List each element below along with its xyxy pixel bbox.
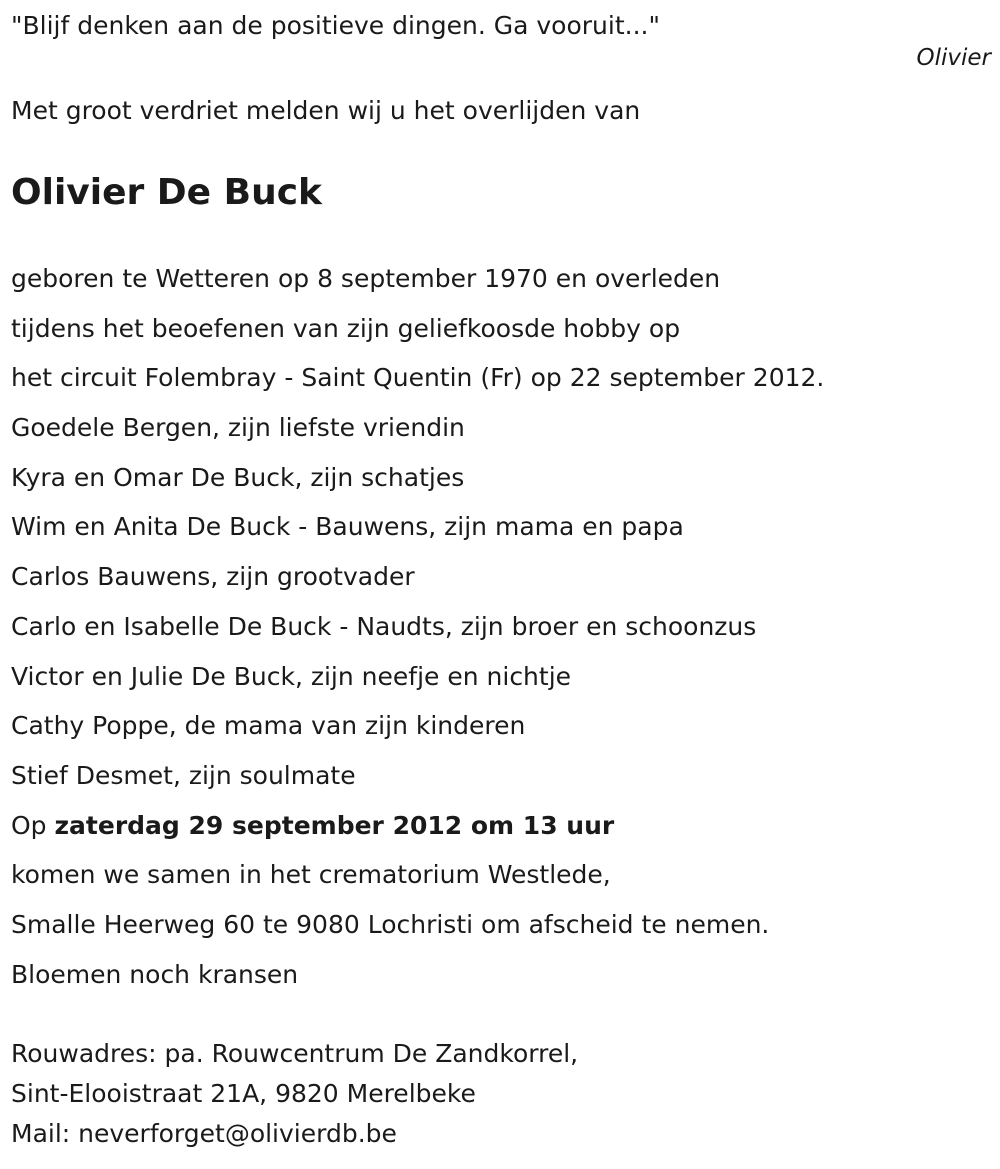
ceremony-date-line — [11, 807, 824, 857]
family-member: Goedele Bergen, zijn liefste vriendin — [11, 413, 465, 443]
birth-line-1: geboren te Wetteren op 8 september 1970 en overleden — [11, 264, 721, 293]
flowers-note: Bloemen noch kransen — [11, 959, 299, 989]
family-member: Carlo en Isabelle De Buck - Naudts, zijn broer en schoonzus — [11, 611, 757, 641]
ceremony-date: zaterdag 29 september 2012 om 13 uur — [54, 810, 615, 840]
birth-line-2: tijdens het beoefenen van zijn geliefkoosde hobby op — [11, 313, 681, 343]
mourning-address — [11, 1037, 578, 1157]
ceremony-location-line: komen we samen in het crematorium Westlede, — [11, 860, 611, 890]
ceremony-prefix: Op — [11, 810, 55, 840]
address-line-2: Sint-Elooistraat 21A, 9820 Merelbeke — [11, 1079, 476, 1108]
family-member: Cathy Poppe, de mama van zijn kinderen — [11, 711, 526, 741]
quote-text: "Blijf denken aan de positieve dingen. Ga vooruit..." — [11, 11, 660, 40]
deceased-name: Olivier De Buck — [11, 172, 322, 213]
death-line: het circuit Folembray - Saint Quentin (Fr) op 22 september 2012. — [11, 363, 825, 393]
obituary-body — [11, 260, 824, 1005]
family-member: Victor en Julie De Buck, zijn neefje en nichtje — [11, 661, 572, 691]
family-member: Stief Desmet, zijn soulmate — [11, 760, 356, 790]
ceremony-address-line: Smalle Heerweg 60 te 9080 Lochristi om afscheid te nemen. — [11, 909, 770, 939]
family-member: Wim en Anita De Buck - Bauwens, zijn mama en papa — [11, 512, 684, 542]
quote-author: Olivier — [916, 45, 991, 71]
intro-text: Met groot verdriet melden wij u het overlijden van — [11, 96, 641, 125]
family-member: Carlos Bauwens, zijn grootvader — [11, 562, 415, 592]
address-mail: Mail: neverforget@olivierdb.be — [11, 1119, 397, 1148]
family-member: Kyra en Omar De Buck, zijn schatjes — [11, 462, 465, 492]
address-line-1: Rouwadres: pa. Rouwcentrum De Zandkorrel, — [11, 1039, 579, 1068]
